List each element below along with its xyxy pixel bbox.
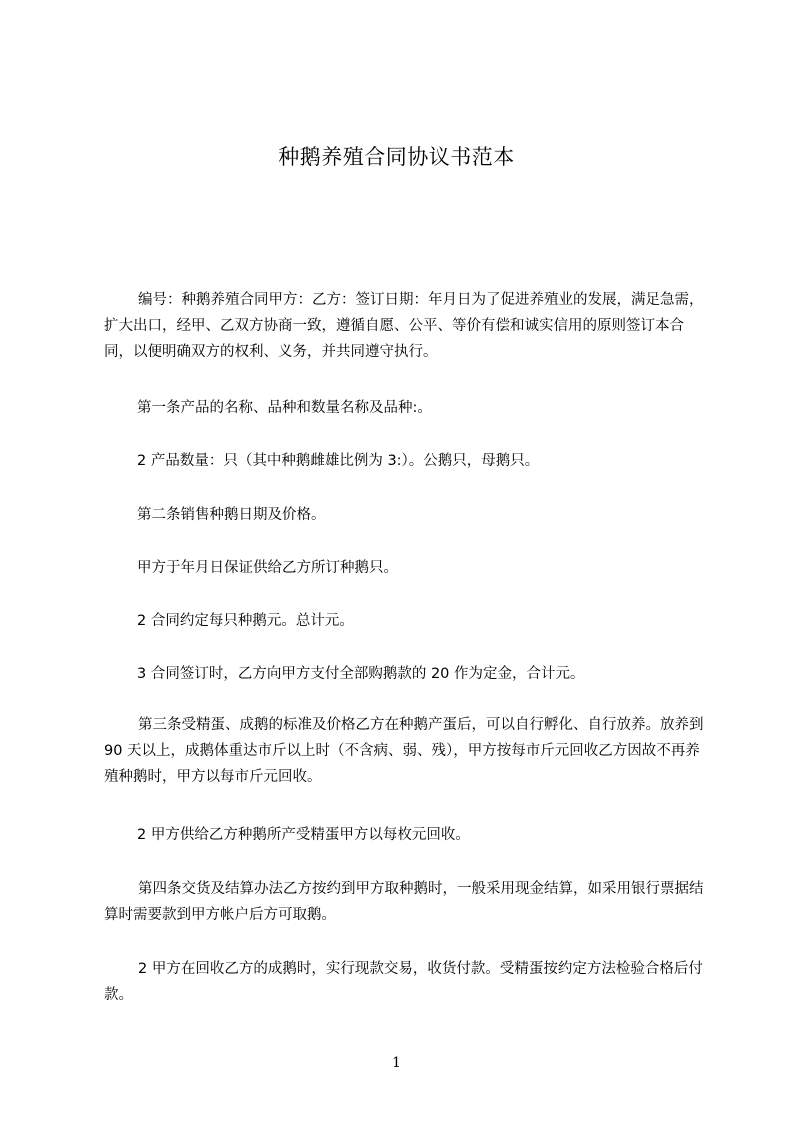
page-number: 1	[392, 1055, 401, 1071]
paragraph-preamble: 编号：种鹅养殖合同甲方：乙方：签订日期：年月日为了促进养殖业的发展，满足急需，扩大出口，经甲、乙双方协商一致，遵循自愿、公平、等价有偿和诚实信用的原则签订本合同，以便明确双方的权利、义务，并共同遵守执行。	[104, 292, 704, 360]
paragraph-article-1-item-2: 2 产品数量：只（其中种鹅雌雄比例为 3:）。公鹅只，母鹅只。	[137, 453, 540, 469]
paragraph-article-2-item-2: 2 合同约定每只种鹅元。总计元。	[137, 613, 354, 629]
paragraph-article-2: 第二条销售种鹅日期及价格。	[137, 507, 326, 523]
document-title: 种鹅养殖合同协议书范本	[278, 145, 515, 169]
paragraph-article-4-item-2: 2 甲方在回收乙方的成鹅时，实行现款交易，收货付款。受精蛋按约定方法检验合格后付款。	[104, 961, 703, 1003]
paragraph-article-1: 第一条产品的名称、品种和数量名称及品种:。	[137, 400, 432, 416]
paragraph-article-2-item-3: 3 合同签订时，乙方向甲方支付全部购鹅款的 20 作为定金，合计元。	[137, 666, 585, 682]
paragraph-article-3: 第三条受精蛋、成鹅的标准及价格乙方在种鹅产蛋后，可以自行孵化、自行放养。放养到 90 天以上，成鹅体重达市斤以上时（不含病、弱、残），甲方按每市斤元回收乙方因故不再养殖种鹅时，甲方以每市斤元回收。	[104, 717, 704, 785]
paragraph-article-4: 第四条交货及结算办法乙方按约到甲方取种鹅时，一般采用现金结算，如采用银行票据结算时需要款到甲方帐户后方可取鹅。	[104, 881, 704, 923]
paragraph-article-2-item-1: 甲方于年月日保证供给乙方所订种鹅只。	[137, 560, 398, 576]
paragraph-article-3-item-2: 2 甲方供给乙方种鹅所产受精蛋甲方以每枚元回收。	[137, 827, 470, 843]
